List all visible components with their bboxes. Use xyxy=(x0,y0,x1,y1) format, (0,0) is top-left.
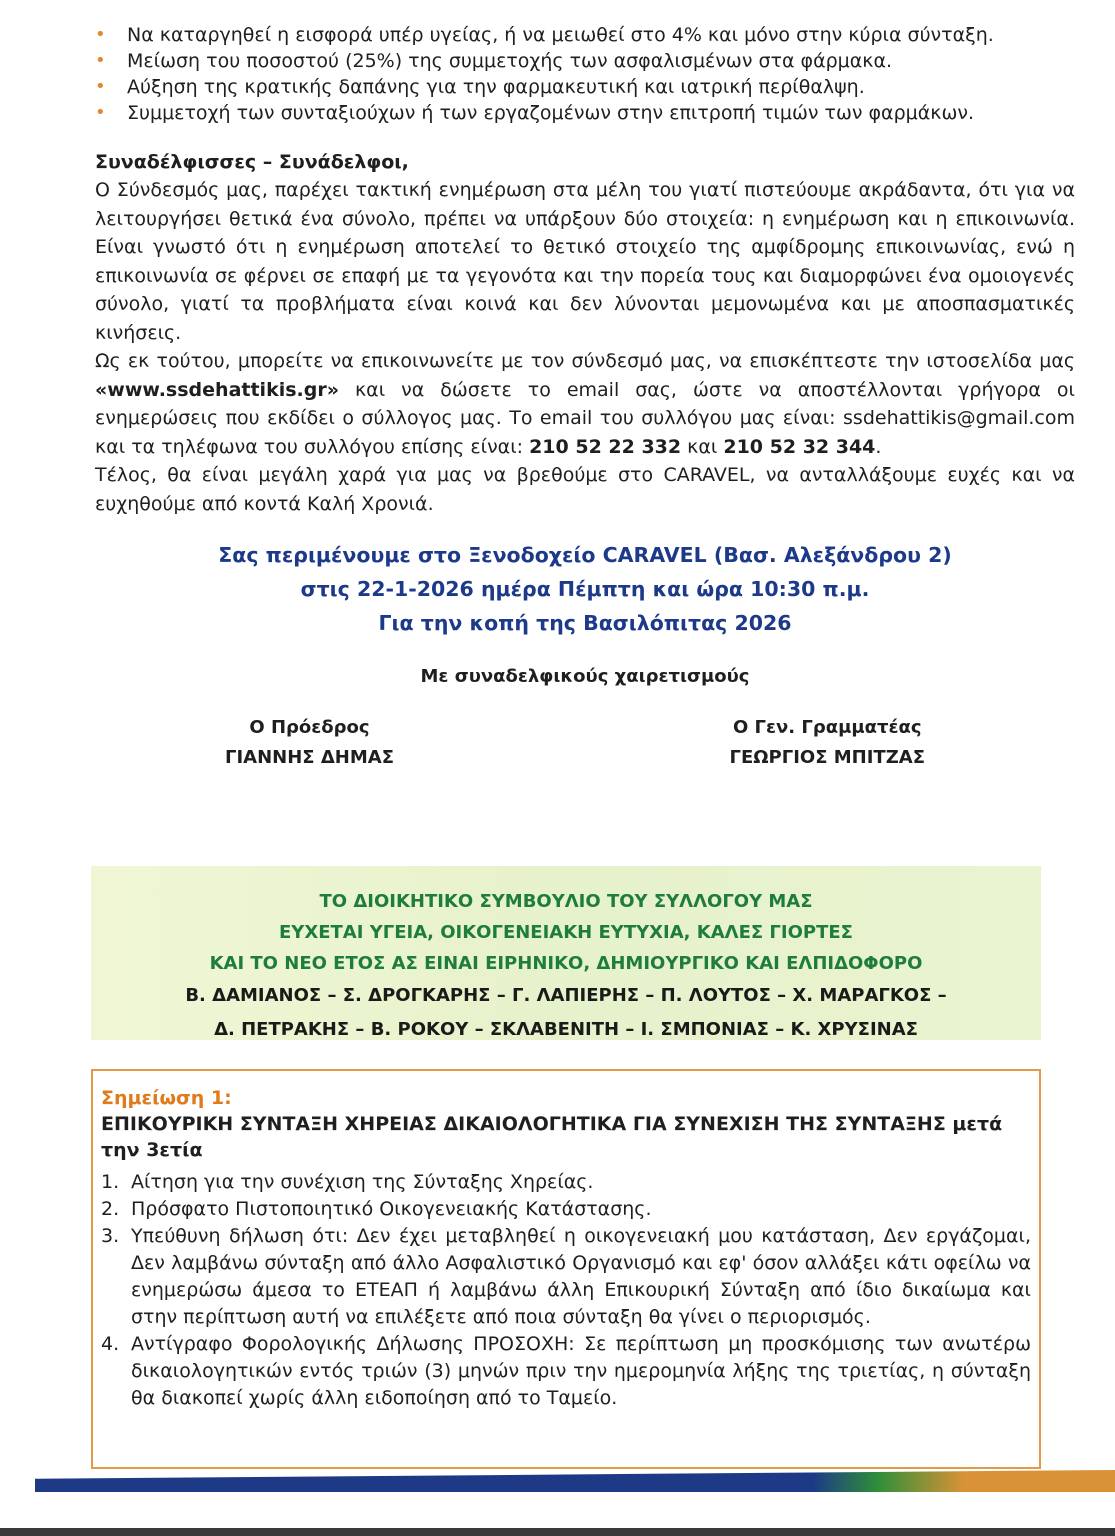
signature-role: Ο Πρόεδρος xyxy=(249,717,370,738)
list-item-text: Μείωση του ποσοστού (25%) της συμμετοχής των ασφαλισμένων στα φάρμακα. xyxy=(127,50,893,72)
board-members-line: Β. ΔΑΜΙΑΝΟΣ – Σ. ΔΡΟΓΚΑΡΗΣ – Γ. ΛΑΠΙΕΡΗΣ – Π. ΛΟΥΤΟΣ – Χ. ΜΑΡΑΓΚΟΣ – xyxy=(185,985,947,1006)
note-box xyxy=(91,1069,1041,1469)
decorative-footer-band xyxy=(35,1470,1115,1492)
invitation-line: Σας περιμένουμε στο Ξενοδοχείο CARAVEL (Βασ. Αλεξάνδρου 2) xyxy=(218,543,952,567)
list-item xyxy=(101,1223,1031,1331)
signature-president xyxy=(225,713,394,773)
greeting: Συναδέλφισσες – Συνάδελφοι, xyxy=(95,151,409,173)
scan-edge xyxy=(0,1528,1115,1536)
item-text: Υπεύθυνη δήλωση ότι: Δεν έχει μεταβληθεί η οικογενειακή μου κατάσταση, Δεν εργάζομαι, Δεν λαμβάνω σύνταξη από άλλο Ασφαλιστικό Οργανισμό και εφ' όσον αλλάξει κάτι οφείλω να ενημερώσω άμεσα το ΕΤΕΑΠ ή λαμβάνω άλλη Επικουρική Σύνταξη από ίδιο δικαίωμα και στην περίπτωση αυτή να επιλέξετε από ποια σύνταξη θα γίνει ο περιορισμός. xyxy=(131,1225,1031,1328)
list-item xyxy=(101,1196,1031,1223)
item-number: 1. xyxy=(101,1171,120,1193)
note-title: Σημείωση 1: xyxy=(101,1087,232,1109)
list-item-text: Αύξηση της κρατικής δαπάνης για την φαρμακευτική και ιατρική περίθαλψη. xyxy=(127,76,865,98)
phone-number: 210 52 22 332 xyxy=(529,435,682,458)
contact-text: και xyxy=(681,435,724,458)
bullet-icon: • xyxy=(95,24,106,45)
list-item xyxy=(95,74,1075,100)
invitation xyxy=(95,538,1075,640)
bullet-icon: • xyxy=(95,50,106,71)
item-text: Πρόσφατο Πιστοποιητικό Οικογενειακής Κατάστασης. xyxy=(131,1198,652,1220)
wishes-line: ΚΑΙ ΤΟ ΝΕΟ ΕΤΟΣ ΑΣ ΕΙΝΑΙ ΕΙΡΗΝΙΚΟ, ΔΗΜΙΟΥΡΓΙΚΟ ΚΑΙ ΕΛΠΙΔΟΦΟΡΟ xyxy=(209,953,923,974)
documents-list xyxy=(101,1169,1031,1412)
item-number: 3. xyxy=(101,1225,120,1247)
regards: Με συναδελφικούς χαιρετισμούς xyxy=(420,666,750,687)
item-text: Αντίγραφο Φορολογικής Δήλωσης ΠΡΟΣΟΧΗ: Σε περίπτωση μη προσκόμισης των ανωτέρω δικαιολογητικών εντός τριών (3) μηνών πριν την ημερομηνία λήξης της τριετίας, η σύνταξη θα διακοπεί χωρίς άλλη ειδοποίηση από το Ταμείο. xyxy=(131,1333,1031,1409)
list-item xyxy=(95,48,1075,74)
list-item xyxy=(95,100,1075,126)
contact-text: και να δώσετε το email σας, ώστε να αποστέλλονται γρήγορα οι ενημερώσεις που εκδίδει ο σύλλογος μας. Το email του συλλόγου μας είναι: ssdehattikis@gmail.com και τα τηλέφωνα του συλλόγου επίσης είναι: xyxy=(95,378,1075,458)
note-heading: ΕΠΙΚΟΥΡΙΚΗ ΣΥΝΤΑΞΗ ΧΗΡΕΙΑΣ ΔΙΚΑΙΟΛΟΓΗΤΙΚΑ ΓΙΑ ΣΥΝΕΧΙΣΗ ΤΗΣ ΣΥΝΤΑΞΗΣ μετά την 3ετία xyxy=(101,1113,1003,1161)
phone-number: 210 52 32 344 xyxy=(723,435,876,458)
demands-list xyxy=(95,22,1075,126)
invitation-line: Για την κοπή της Βασιλόπιτας 2026 xyxy=(378,611,792,635)
item-number: 2. xyxy=(101,1198,120,1220)
board-members-line: Δ. ΠΕΤΡΑΚΗΣ – Β. ΡΟΚΟΥ – ΣΚΛΑΒΕΝΙΤΗ – Ι. ΣΜΠΟΝΙΑΣ – Κ. ΧΡΥΣΙΝΑΣ xyxy=(214,1019,918,1040)
wishes-line: ΕΥΧΕΤΑΙ ΥΓΕΙΑ, ΟΙΚΟΓΕΝΕΙΑΚΗ ΕΥΤΥΧΙΑ, ΚΑΛΕΣ ΓΙΟΡΤΕΣ xyxy=(279,922,853,943)
wishes-box xyxy=(91,866,1041,1040)
bullet-icon: • xyxy=(95,76,106,97)
paragraph-contact xyxy=(95,347,1075,461)
paragraph-closing: Τέλος, θα είναι μεγάλη χαρά για μας να βρεθούμε στο CARAVEL, να ανταλλάξουμε ευχές και να ευχηθούμε από κοντά Καλή Χρονιά. xyxy=(95,464,1075,515)
website-link[interactable]: «www.ssdehattikis.gr» xyxy=(95,378,339,401)
signature-name: ΓΙΑΝΝΗΣ ΔΗΜΑΣ xyxy=(225,747,394,768)
contact-text: Ως εκ τούτου, μπορείτε να επικοινωνείτε με τον σύνδεσμό μας, να επισκέπτεστε την ιστοσελίδα μας xyxy=(95,350,1075,372)
item-text: Αίτηση για την συνέχιση της Σύνταξης Χηρείας. xyxy=(131,1171,594,1193)
wishes-line: ΤΟ ΔΙΟΙΚΗΤΙΚΟ ΣΥΜΒΟΥΛΙΟ ΤΟΥ ΣΥΛΛΟΓΟΥ ΜΑΣ xyxy=(319,891,813,912)
invitation-line: στις 22-1-2026 ημέρα Πέμπτη και ώρα 10:30 π.μ. xyxy=(300,577,870,601)
signature-secretary xyxy=(729,713,925,773)
list-item-text: Να καταργηθεί η εισφορά υπέρ υγείας, ή να μειωθεί στο 4% και μόνο στην κύρια σύνταξη. xyxy=(127,24,994,46)
signature-name: ΓΕΩΡΓΙΟΣ ΜΠΙΤΖΑΣ xyxy=(729,747,925,768)
list-item-text: Συμμετοχή των συνταξιούχων ή των εργαζομένων στην επιτροπή τιμών των φαρμάκων. xyxy=(127,102,975,124)
paragraph-info: Ο Σύνδεσμός μας, παρέχει τακτική ενημέρωση στα μέλη του γιατί πιστεύουμε ακράδαντα, ότι για να λειτουργήσει θετικά ένα σύνολο, πρέπει να υπάρξουν δύο στοιχεία: η ενημέρωση και η επικοινωνία. Είναι γνωστό ότι η ενημέρωση αποτελεί το θετικό στοιχείο της αμφίδρομης επικοινωνίας, ενώ η επικοινωνία σε φέρνει σε επαφή με τα γεγονότα και την πορεία τους και διαμορφώνει ένα ομοιογενές σύνολο, γιατί τα προβλήματα είναι κοινά και δεν λύνονται μεμονωμένα και με αποσπασματικές κινήσεις. xyxy=(95,179,1075,344)
bullet-icon: • xyxy=(95,102,106,123)
list-item xyxy=(101,1169,1031,1196)
signatures xyxy=(95,713,1075,773)
signature-role: Ο Γεν. Γραμματέας xyxy=(732,717,922,738)
letter-body xyxy=(95,22,1075,773)
item-number: 4. xyxy=(101,1333,120,1355)
contact-text: . xyxy=(875,435,882,458)
list-item xyxy=(101,1331,1031,1412)
list-item xyxy=(95,22,1075,48)
